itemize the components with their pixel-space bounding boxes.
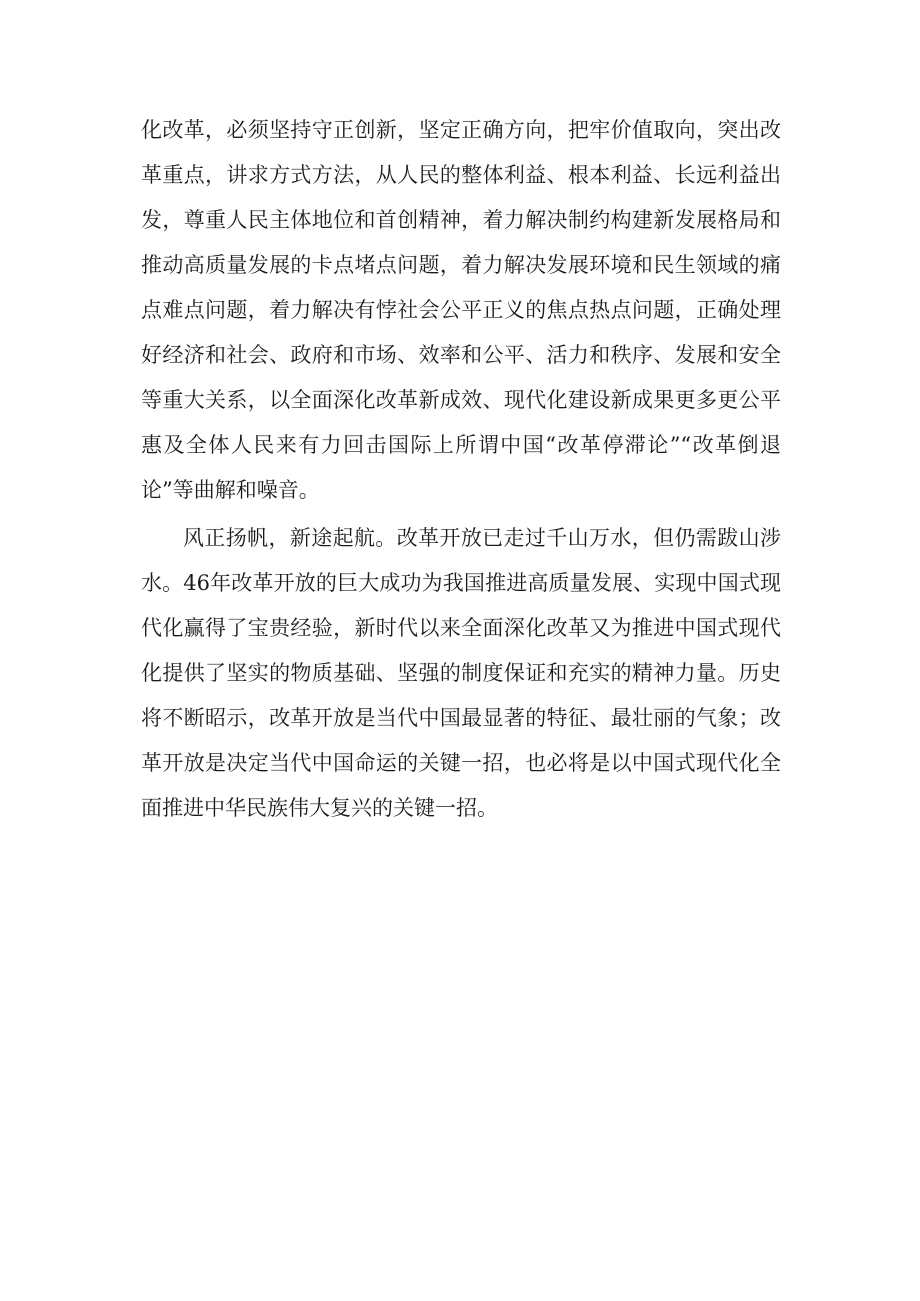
text-line: 面推进中华民族伟大复兴的关键一招。 <box>141 796 498 820</box>
text-line: 革开放是决定当代中国命运的关键一招，也必将是以中国式现代化全 <box>141 751 781 775</box>
text-line: 将不断昭示，改革开放是当代中国最显著的特征、最壮丽的气象；改 <box>141 706 781 730</box>
text-line: 好经济和社会、政府和市场、效率和公平、活力和秩序、发展和安全 <box>141 343 781 367</box>
text-line: 惠及全体人民来有力回击国际上所谓中国“改革停滞论”“改革倒退 <box>141 433 781 457</box>
text-line: 点难点问题，着力解决有悖社会公平正义的焦点热点问题，正确处理 <box>141 298 781 322</box>
text-line: 革重点，讲求方式方法，从人民的整体利益、根本利益、长远利益出 <box>141 163 781 187</box>
text-line: 化提供了坚实的物质基础、坚强的制度保证和充实的精神力量。历史 <box>141 661 781 685</box>
text-line: 论”等曲解和噪音。 <box>141 478 320 502</box>
text-line: 风正扬帆，新途起航。改革开放已走过千山万水，但仍需跋山涉 <box>183 526 781 550</box>
text-line: 化改革，必须坚持守正创新，坚定正确方向，把牢价值取向，突出改 <box>141 118 781 142</box>
document-body <box>141 108 781 831</box>
text-line: 发，尊重人民主体地位和首创精神，着力解决制约构建新发展格局和 <box>141 208 781 232</box>
paragraph-1 <box>141 108 781 513</box>
text-line: 等重大关系，以全面深化改革新成效、现代化建设新成果更多更公平 <box>141 388 781 412</box>
text-line: 推动高质量发展的卡点堵点问题，着力解决发展环境和民生领域的痛 <box>141 253 781 277</box>
text-line: 水。46年改革开放的巨大成功为我国推进高质量发展、实现中国式现 <box>141 571 781 595</box>
paragraph-2 <box>141 516 781 831</box>
text-line: 代化赢得了宝贵经验，新时代以来全面深化改革又为推进中国式现代 <box>141 616 781 640</box>
